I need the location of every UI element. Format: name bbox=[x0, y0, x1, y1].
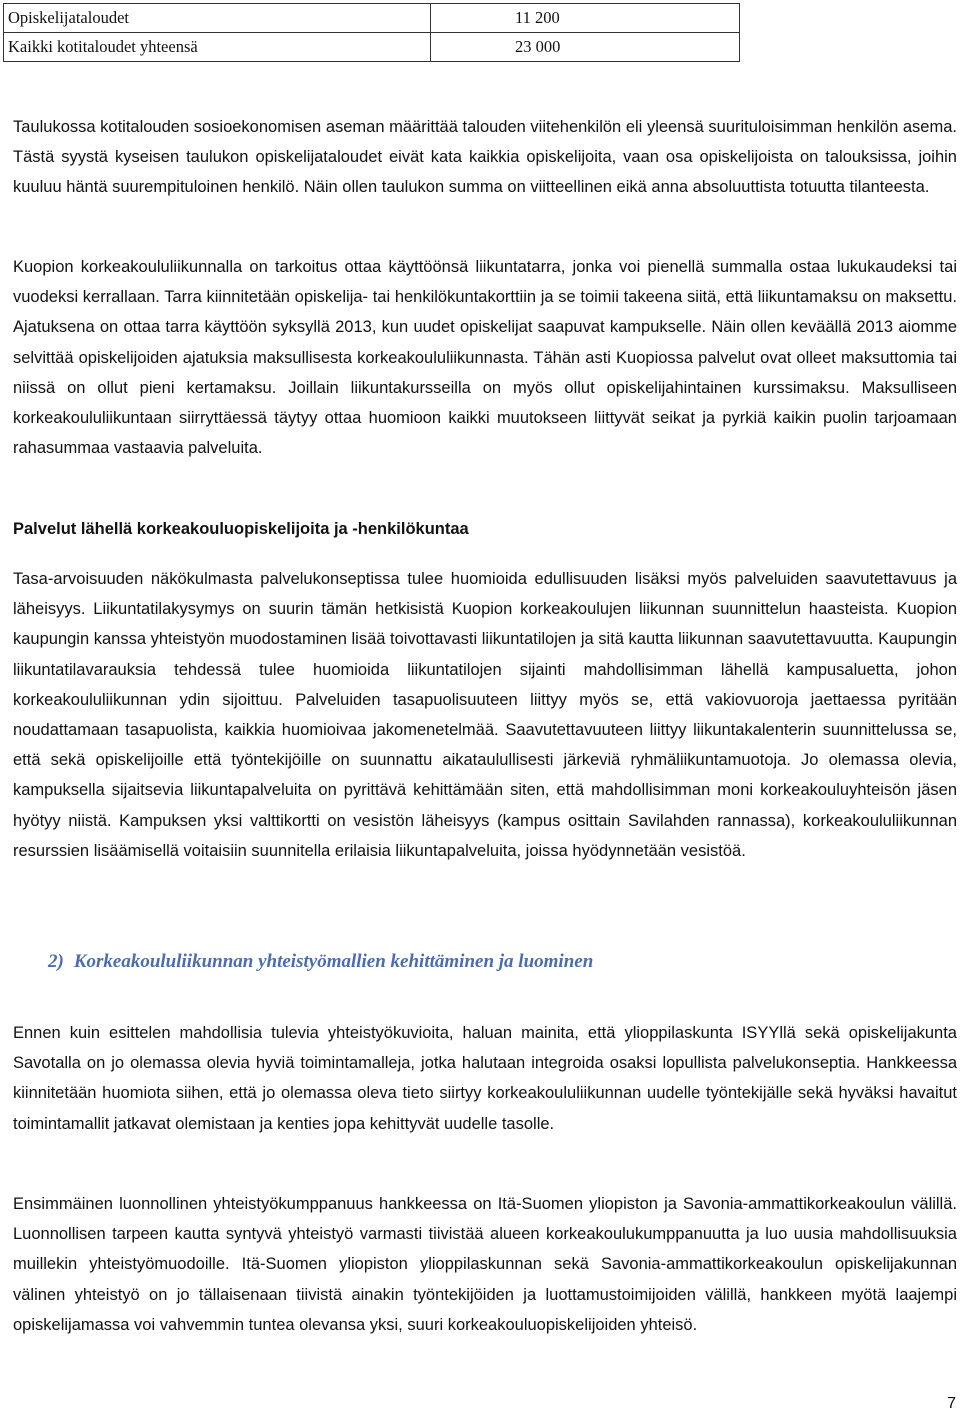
paragraph-partnership: Ensimmäinen luonnollinen yhteistyökumppanuus hankkeessa on Itä-Suomen yliopiston ja Savonia-ammattikorkeakoulun välillä. Luonnollisen tarpeen kautta syntyvä yhteistyö varmasti tiivistää alueen korkeakoulukumppanuutta ja luo uusia mahdollisuuksia muillekin yhteistyömuodoille. Itä-Suomen yliopiston ylioppilaskunnan sekä Savonia-ammattikorkeakoulun opiskelijakunnan välinen yhteistyö on jo tällaisenaan tiivistä ainakin työntekijöiden ja luottamustoimijoiden välillä, hankkeen myötä laajempi opiskelijamassa voi vahvemmin tuntea olevansa yksi, suuri korkeakouluopiskelijoiden yhteisö. bbox=[13, 1195, 957, 1334]
table-row bbox=[4, 4, 740, 33]
page-number: 7 bbox=[947, 1395, 956, 1412]
table-cell-value: 11 200 bbox=[431, 4, 740, 33]
section-title: Korkeakoululiikunnan yhteistyömallien kehittäminen ja luominen bbox=[73, 951, 594, 972]
heading-services: Palvelut lähellä korkeakouluopiskelijoita ja -henkilökuntaa bbox=[13, 520, 469, 538]
paragraph-accessibility: Tasa-arvoisuuden näkökulmasta palvelukonseptissa tulee huomioida edullisuuden lisäksi myös palveluiden saavutettavuus ja läheisyys. Liikuntatilakysymys on suurin tämän hetkisistä Kuopion korkeakoulujen liikunnan suunnittelun haasteista. Kuopion kaupungin kanssa yhteistyön muodostaminen lisää toivottavasti liikuntatilojen ja sitä kautta liikunnan saavutettavuutta. Kaupungin liikuntatilavarauksia tehdessä tulee huomioida liikuntatilojen sijainti mahdollisimman lähellä kampusaluetta, johon korkeakoululiikunnan ydin sijoittuu. Palveluiden tasapuolisuuteen liittyy myös se, että vakiovuoroja jaettaessa pyritään noudattamaan tasapuolista, kaikkia huomioivaa jakomenetelmää. Saavutettavuuteen liittyy liikuntakalenterin suunnittelussa se, että sekä opiskelijoille että työntekijöille on suunnattu aikataulullisesti järkeviä ryhmäliikuntamuotoja. Jo olemassa olevia, kampuksella sijaitsevia liikuntapalveluita on pyrittävä kehittämään siten, että mahdollisimman moni korkeakouluyhteisön jäsen hyötyy niistä. Kampuksen yksi valttikortti on vesistön läheisyys (kampus osittain Savilahden rannassa), korkeakoululiikunnan resurssien lisäämisellä voitaisiin suunnitella erilaisia liikuntapalveluita, joissa hyödynnetään vesistöä. bbox=[13, 570, 957, 860]
table-row bbox=[4, 33, 740, 62]
table-cell-label: Kaikki kotitaloudet yhteensä bbox=[4, 33, 431, 62]
table-cell-label: Opiskelijataloudet bbox=[4, 4, 431, 33]
section-number: 2) bbox=[48, 951, 64, 972]
paragraph-sport-sticker: Kuopion korkeakoululiikunnalla on tarkoitus ottaa käyttöönsä liikuntatarra, jonka voi pienellä summalla ostaa lukukaudeksi tai vuodeksi kerrallaan. Tarra kiinnitetään opiskelija- tai henkilökuntakorttiin ja se toimii takeena siitä, että liikuntamaksu on maksettu. Ajatuksena on ottaa tarra käyttöön syksyllä 2013, kun uudet opiskelijat saapuvat kampukselle. Näin ollen keväällä 2013 aiomme selvittää opiskelijoiden ajatuksia maksullisesta korkeakoululiikunnasta. Tähän asti Kuopiossa palvelut ovat olleet maksuttomia tai niissä on ollut pieni kertamaksu. Joillain liikuntakursseilla on myös ollut opiskelijahintainen kurssimaksu. Maksulliseen korkeakoululiikuntaan siirryttäessä täytyy ottaa huomioon kaikki muutokseen liittyvät seikat ja pyrkiä kaikin puolin tarjoamaan rahasummaa vastaavia palveluita. bbox=[13, 258, 957, 458]
paragraph-table-note: Taulukossa kotitalouden sosioekonomisen aseman määrittää talouden viitehenkilön eli yleensä suurituloisimman henkilön asema. Tästä syystä kyseisen taulukon opiskelijataloudet eivät kata kaikkia opiskelijoita, vaan osa opiskelijoista on talouksissa, joihin kuuluu häntä suurempituloinen henkilö. Näin ollen taulukon summa on viitteellinen eikä anna absoluuttista totuutta tilanteesta. bbox=[13, 118, 957, 197]
paragraph-existing-models: Ennen kuin esittelen mahdollisia tulevia yhteistyökuvioita, haluan mainita, että ylioppilaskunta ISYYllä sekä opiskelijakunta Savotalla on jo olemassa olevia hyviä toimintamalleja, jotka halutaan integroida osaksi lopullista palvelukonseptia. Hankkeessa kiinnitetään huomiota siihen, että jo olemassa oleva tieto siirtyy korkeakoululiikunnan uudelle työntekijälle sekä hyväksi havaitut toimintamallit jatkavat olemistaan ja kenties jopa kehittyvät uudelle tasolle. bbox=[13, 1024, 957, 1133]
section-heading-2 bbox=[48, 947, 593, 977]
households-table bbox=[3, 3, 740, 62]
table-cell-value: 23 000 bbox=[431, 33, 740, 62]
